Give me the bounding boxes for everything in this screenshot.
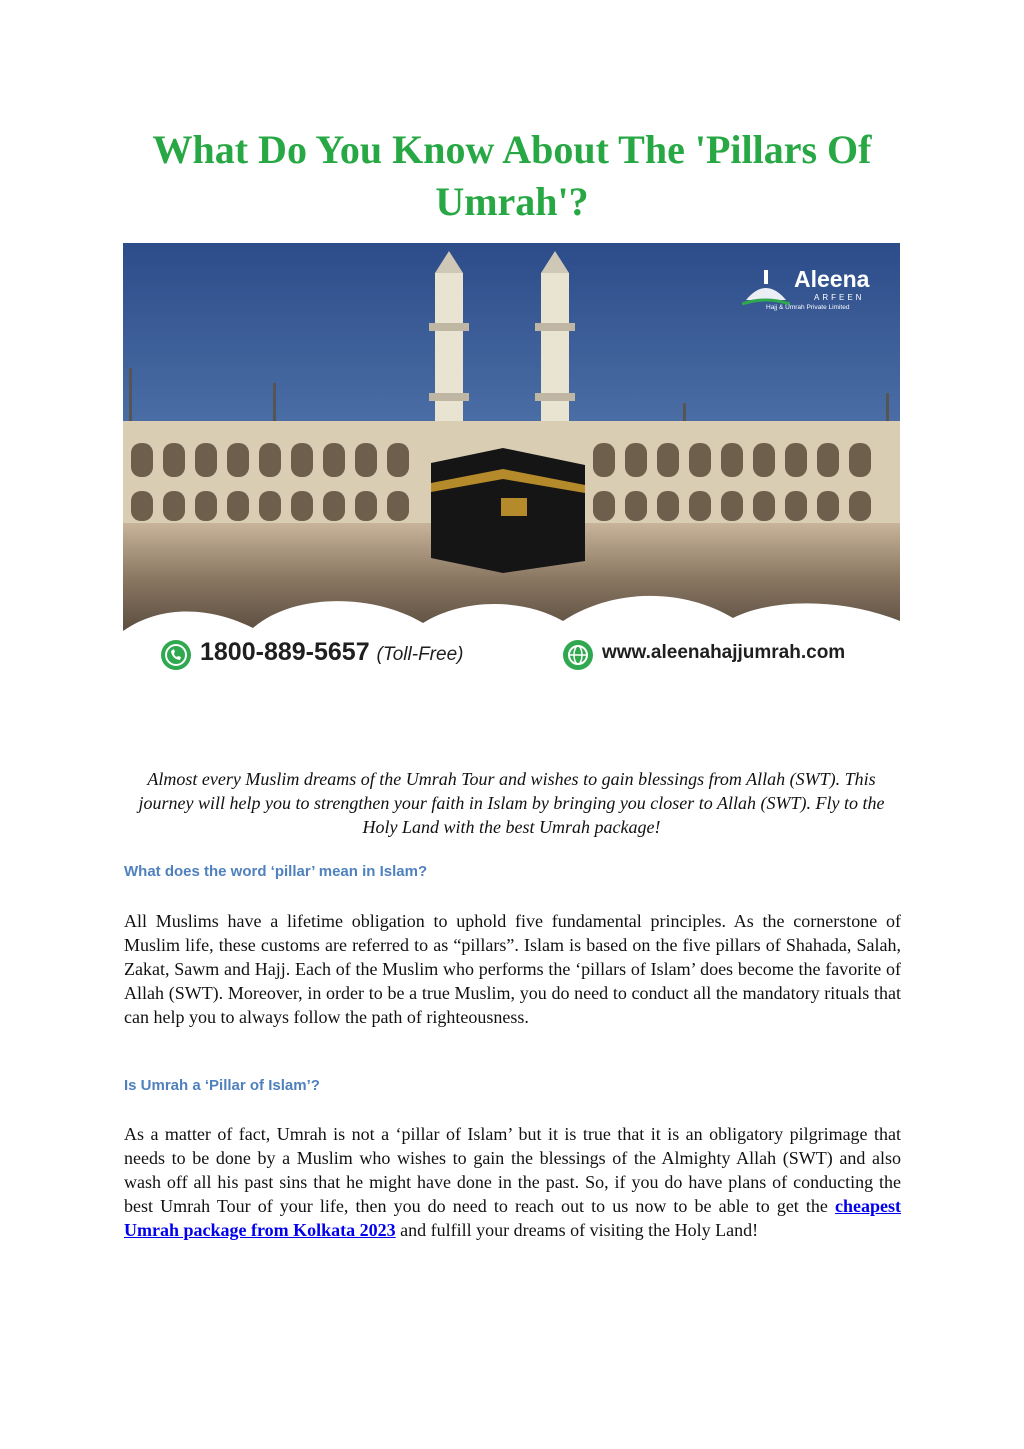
section-heading-pillar-meaning: What does the word ‘pillar’ mean in Islam? (124, 863, 428, 880)
section-body-umrah-pillar (124, 1122, 901, 1242)
body-text-before-link: As a matter of fact, Umrah is not a ‘pillar of Islam’ but it is true that it is an obligatory pilgrimage that needs to be done by a Muslim who wishes to gain the blessings of the Almighty Allah (SWT) and also wash off all his past sins that he might have done in the past. So, if you do have plans of conducting the best Umrah Tour of your life, then you do need to reach out to us now to be able to get the (124, 1124, 901, 1216)
logo-subtitle: ARFEEN (814, 293, 865, 302)
body-text-after-link: and fulfill your dreams of visiting the Holy Land! (395, 1220, 759, 1240)
umrah-package-link[interactable]: cheapest Umrah package from Kolkata 2023 (124, 1196, 901, 1240)
phone-number[interactable] (200, 638, 463, 667)
aleena-logo (742, 262, 887, 322)
logo-tagline: Hajj & Umrah Private Limited (766, 304, 850, 311)
phone-icon (161, 640, 191, 670)
mosque-logo-icon (742, 266, 790, 308)
section-heading-umrah-pillar: Is Umrah a ‘Pillar of Islam’? (124, 1077, 320, 1094)
intro-paragraph: Almost every Muslim dreams of the Umrah Tour and wishes to gain blessings from Allah (SWT). This journey will help you to strengthen your faith in Islam by bringing you closer to Allah (SWT). Fly to the Holy Land with the best Umrah package! (138, 769, 885, 837)
globe-icon (563, 640, 593, 670)
phone-number-value[interactable]: 1800-889-5657 (200, 638, 370, 666)
page-title: What Do You Know About The 'Pillars Of Umrah'? (152, 127, 872, 224)
website-url[interactable]: www.aleenahajjumrah.com (602, 642, 846, 663)
section-body-pillar-meaning: All Muslims have a lifetime obligation to uphold five fundamental principles. As the cornerstone of Muslim life, these customs are referred to as “pillars”. Islam is based on the five pillars of Shahada, Salah, Zakat, Sawm and Hajj. Each of the Muslim who performs the ‘pillars of Islam’ does become the favorite of Allah (SWT). Moreover, in order to be a true Muslim, you do need to conduct all the mandatory rituals that can help you to always follow the path of righteousness. (124, 911, 901, 1027)
logo-name: Aleena (794, 266, 870, 292)
toll-free-label: (Toll-Free) (376, 644, 464, 665)
